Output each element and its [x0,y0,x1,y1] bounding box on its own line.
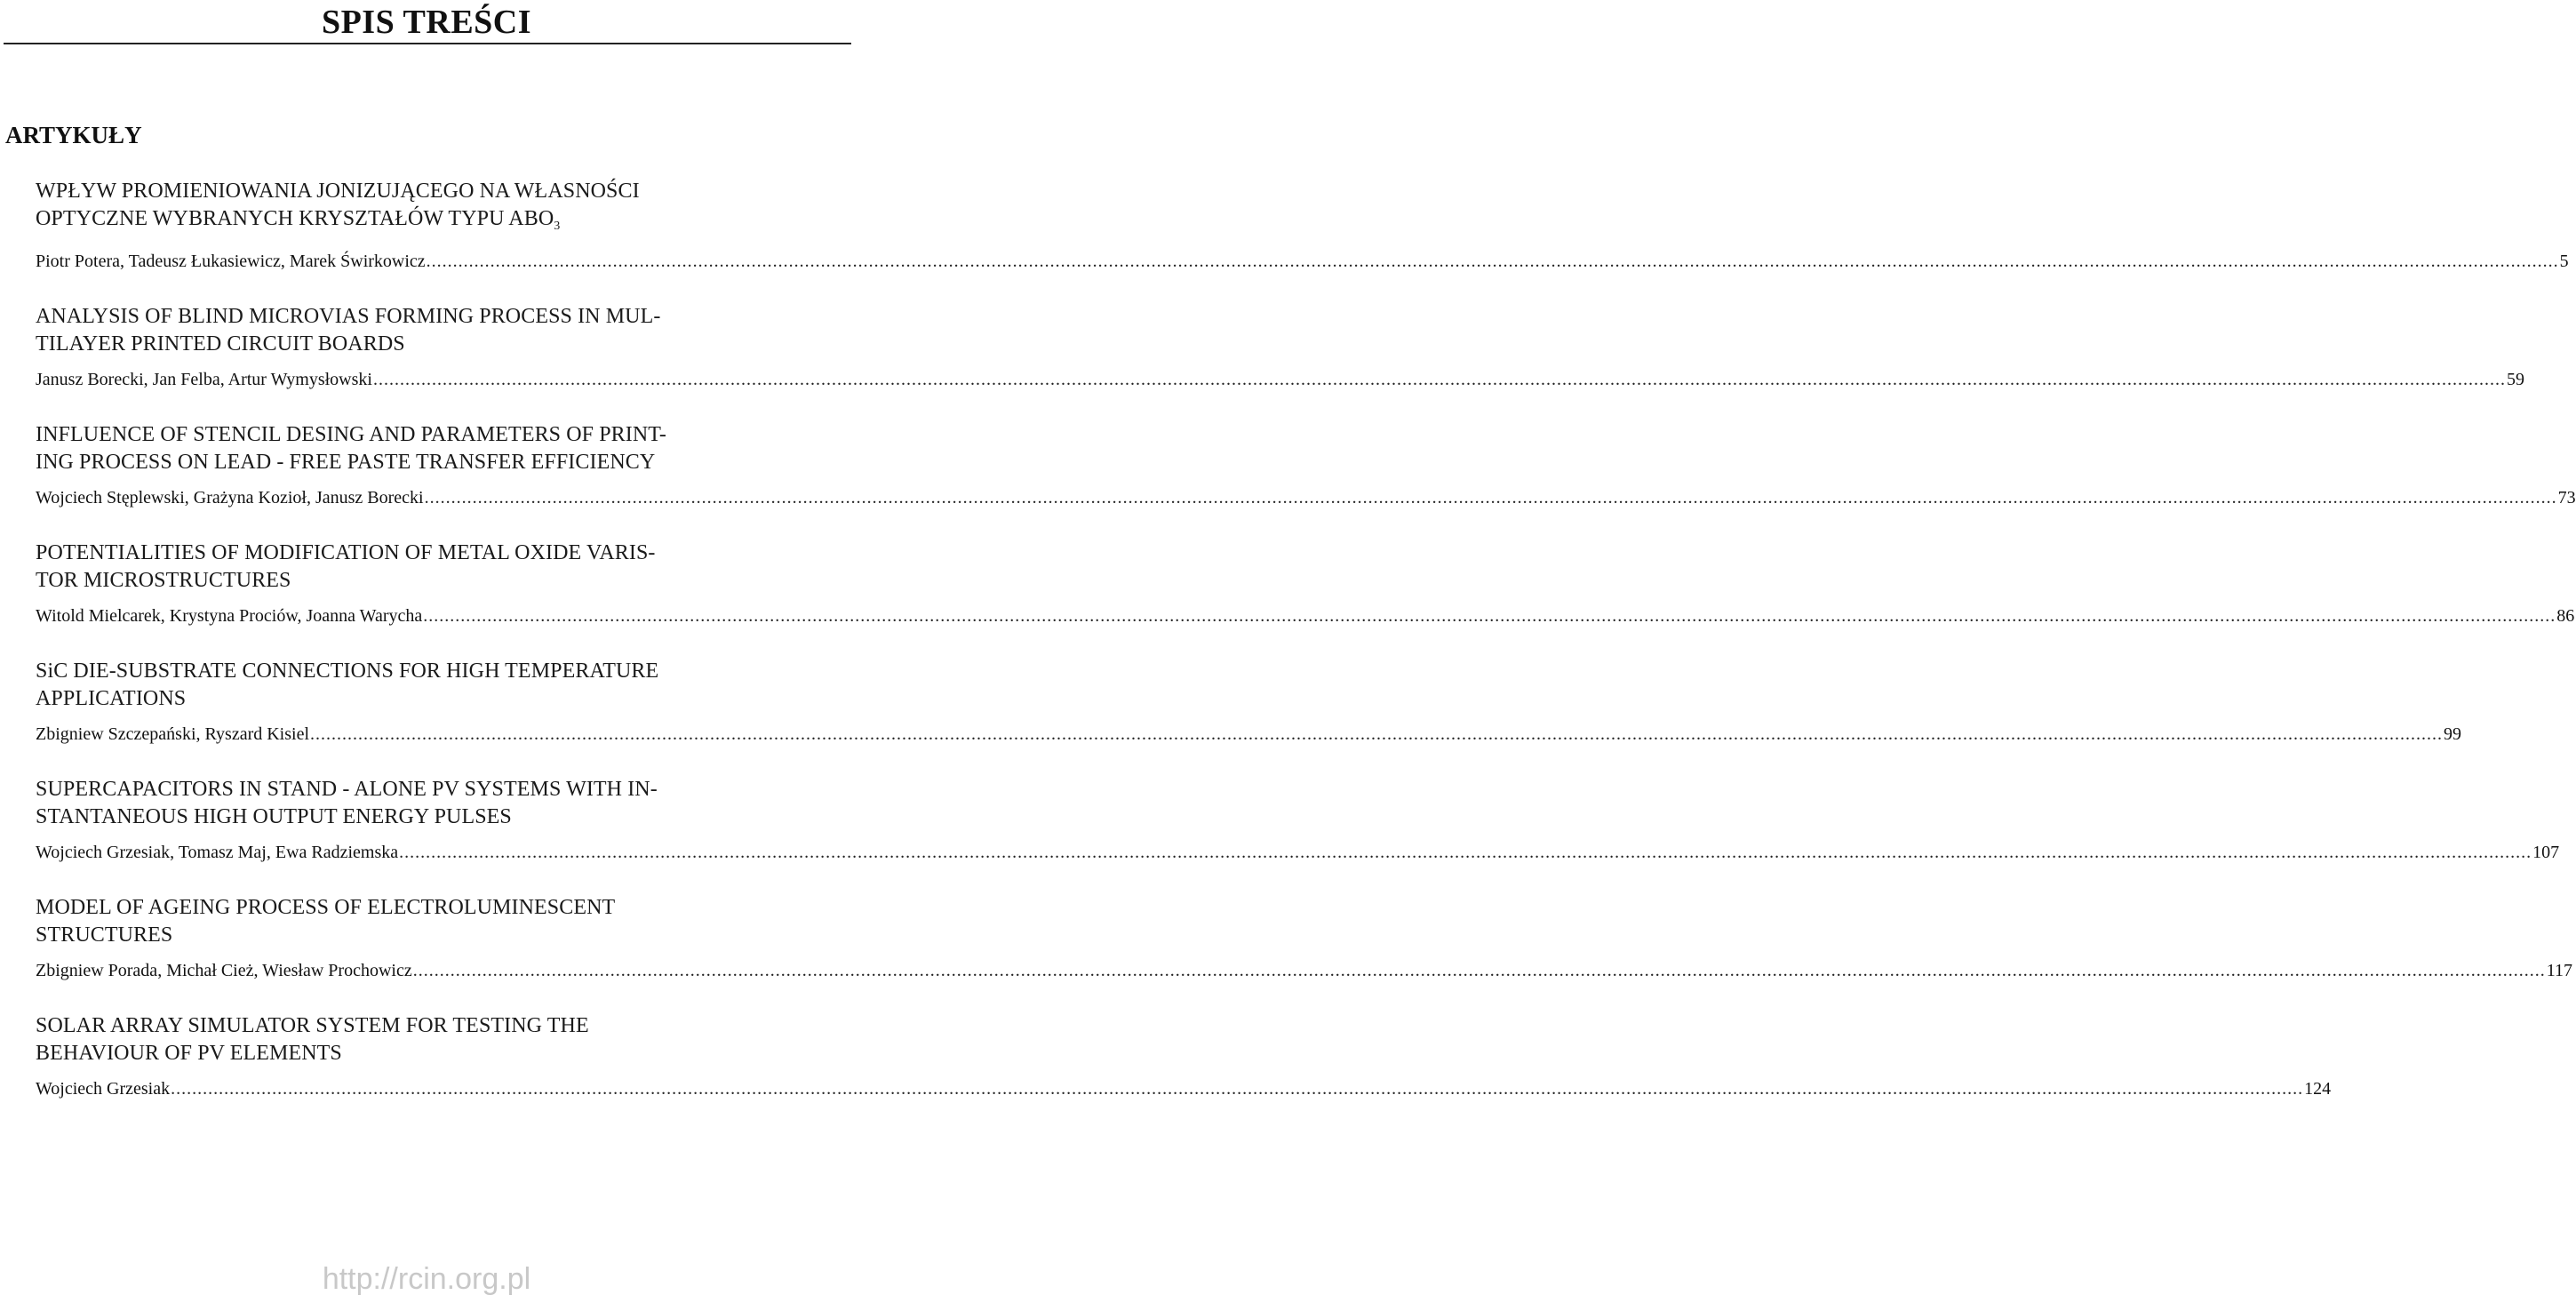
entry-author-line [36,841,2560,864]
entry-title-line: TOR MICROSTRUCTURES [36,569,291,592]
entry-author-line [36,368,2524,391]
entry-title-line: WPŁYW PROMIENIOWANIA JONIZUJĄCEGO NA WŁASNOŚCI [36,180,640,203]
entry-author-line [36,250,2569,273]
entry-authors: Piotr Potera, Tadeusz Łukasiewicz, Marek Świrkowicz [36,252,426,271]
entry-title-line [36,205,832,240]
entry-authors: Wojciech Grzesiak [36,1079,171,1099]
entry-title-text: OPTYCZNE WYBRANYCH KRYSZTAŁÓW TYPU ABO [36,207,554,230]
entry-title-line: SiC DIE-SUBSTRATE CONNECTIONS FOR HIGH TEMPERATURE [36,659,659,683]
dot-leader: ................................................................................................................................................................................................................................................................................................................................................................................................................ [171,1079,2304,1099]
entry-authors: Wojciech Grzesiak, Tomasz Maj, Ewa Radziemska [36,843,399,862]
entry-title-line: ANALYSIS OF BLIND MICROVIAS FORMING PROCESS IN MUL- [36,305,661,328]
entry-author-line [36,959,2572,982]
entry-title-line: POTENTIALITIES OF MODIFICATION OF METAL OXIDE VARIS- [36,541,656,564]
toc-entry[interactable] [36,303,2524,391]
entry-page-number: 59 [2506,370,2524,389]
entry-title-line: STRUCTURES [36,923,173,947]
dot-leader: ................................................................................................................................................................................................................................................................................................................................................................................................................ [372,370,2506,389]
dot-leader: ................................................................................................................................................................................................................................................................................................................................................................................................................ [424,488,2557,508]
dot-leader: ................................................................................................................................................................................................................................................................................................................................................................................................................ [310,724,2444,744]
entry-page-number: 117 [2546,961,2572,980]
entry-authors: Witold Mielcarek, Krystyna Prociów, Joanna Warycha [36,606,423,626]
entry-title [36,540,832,595]
entry-title-line: INFLUENCE OF STENCIL DESING AND PARAMETERS OF PRINT- [36,423,666,446]
entry-page-number: 107 [2532,843,2560,862]
entry-author-line [36,486,2576,509]
entry-authors: Zbigniew Porada, Michał Cież, Wiesław Prochowicz [36,961,412,980]
entry-title-line: BEHAVIOUR OF PV ELEMENTS [36,1042,342,1065]
entry-title-line: STANTANEOUS HIGH OUTPUT ENERGY PULSES [36,805,512,828]
entry-title-line: SOLAR ARRAY SIMULATOR SYSTEM FOR TESTING THE [36,1014,589,1037]
dot-leader: ................................................................................................................................................................................................................................................................................................................................................................................................................ [399,843,2532,862]
entry-page-number: 99 [2444,724,2462,744]
dot-leader: ................................................................................................................................................................................................................................................................................................................................................................................................................ [423,606,2556,626]
table-of-contents [36,178,2576,1131]
entry-author-line [36,604,2575,628]
entry-title-line: APPLICATIONS [36,687,187,710]
entry-page-number: 86 [2556,606,2575,626]
entry-authors: Zbigniew Szczepański, Ryszard Kisiel [36,724,310,744]
entry-title [36,658,832,713]
toc-entry[interactable] [36,658,2462,746]
toc-entry[interactable] [36,540,2575,628]
page-title: SPIS TREŚCI [321,4,532,41]
entry-title [36,178,832,240]
entry-page-number: 5 [2559,252,2569,271]
section-heading: ARTYKUŁY [5,122,142,148]
dot-leader: ................................................................................................................................................................................................................................................................................................................................................................................................................ [426,252,2559,271]
entry-title-line: SUPERCAPACITORS IN STAND - ALONE PV SYSTEMS WITH IN- [36,778,658,801]
entry-title [36,303,832,358]
toc-entry[interactable] [36,421,2576,509]
toc-entry[interactable] [36,1012,2332,1100]
entry-page-number: 73 [2557,488,2576,508]
title-divider [4,43,851,44]
entry-title-line: MODEL OF AGEING PROCESS OF ELECTROLUMINESCENT [36,896,616,919]
entry-title [36,776,832,831]
entry-authors: Wojciech Stęplewski, Grażyna Kozioł, Janusz Borecki [36,488,424,508]
entry-title-line: ING PROCESS ON LEAD - FREE PASTE TRANSFER EFFICIENCY [36,451,656,474]
toc-entry[interactable] [36,776,2560,864]
entry-authors: Janusz Borecki, Jan Felba, Artur Wymysłowski [36,370,372,389]
entry-title [36,894,832,949]
entry-title-line: TILAYER PRINTED CIRCUIT BOARDS [36,332,405,356]
entry-page-number: 124 [2304,1079,2332,1099]
footer-url: http://rcin.org.pl [322,1262,531,1296]
entry-title [36,421,832,476]
entry-author-line [36,723,2462,746]
toc-entry[interactable] [36,178,2569,273]
entry-title-subscript: 3 [554,220,561,233]
dot-leader: ................................................................................................................................................................................................................................................................................................................................................................................................................ [412,961,2546,980]
entry-title [36,1012,832,1067]
toc-entry[interactable] [36,894,2572,982]
entry-author-line [36,1077,2332,1100]
